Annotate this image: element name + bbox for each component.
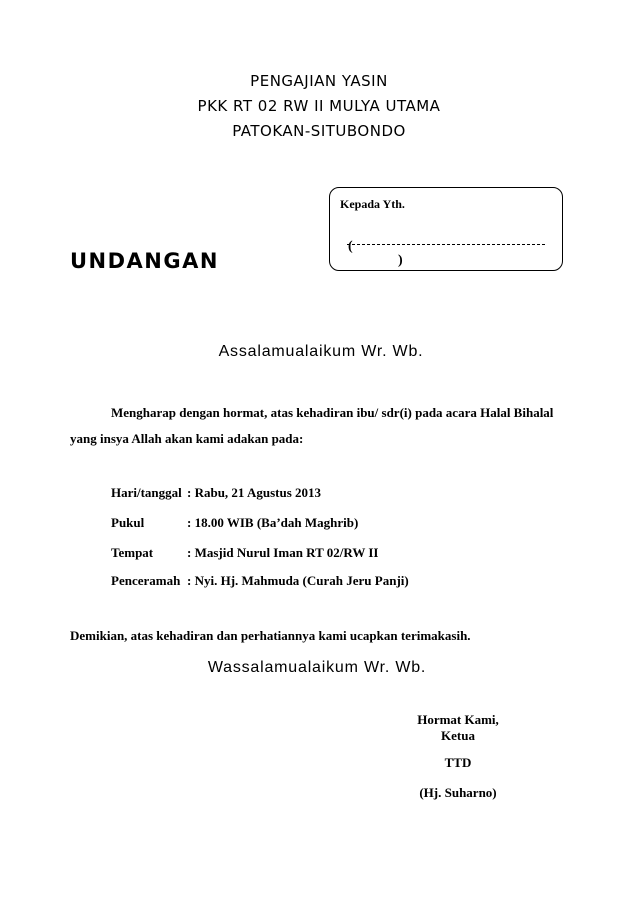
detail-row-place <box>111 545 378 561</box>
greeting-open: Assalamualaikum Wr. Wb. <box>218 343 424 360</box>
signature-line-3: TTD <box>444 755 472 770</box>
address-label: Kepada Yth. <box>340 197 405 211</box>
header-line-3: PATOKAN-SITUBONDO <box>232 122 406 140</box>
signature-line-2: Ketua <box>441 728 475 743</box>
signature-name: (Hj. Suharno) <box>419 785 497 800</box>
address-blank-line <box>347 244 545 245</box>
detail-value: : Nyi. Hj. Mahmuda (Curah Jeru Panji) <box>187 573 409 588</box>
detail-label: Tempat <box>111 545 154 560</box>
detail-row-speaker <box>111 573 409 589</box>
detail-label: Hari/tanggal <box>111 485 182 500</box>
header-line-2: PKK RT 02 RW II MULYA UTAMA <box>197 97 441 115</box>
detail-row-date <box>111 485 321 501</box>
detail-value: : Rabu, 21 Agustus 2013 <box>187 485 322 500</box>
greeting-close: Wassalamualaikum Wr. Wb. <box>207 659 427 676</box>
detail-value: : Masjid Nurul Iman RT 02/RW II <box>187 545 379 560</box>
detail-row-time <box>111 515 358 531</box>
intro-line-1: Mengharap dengan hormat, atas kehadiran ibu/ sdr(i) pada acara Halal Bihalal <box>111 405 554 420</box>
address-box <box>329 187 563 271</box>
document-title: UNDANGAN <box>70 249 219 273</box>
detail-label: Pukul <box>111 515 145 530</box>
signature-line-1: Hormat Kami, <box>417 712 499 727</box>
detail-value: : 18.00 WIB (Ba’dah Maghrib) <box>187 515 359 530</box>
closing-sentence: Demikian, atas kehadiran dan perhatiannya kami ucapkan terimakasih. <box>70 628 471 643</box>
detail-label: Penceramah <box>111 573 181 588</box>
header-line-1: PENGAJIAN YASIN <box>250 72 388 90</box>
address-paren-close: ) <box>398 253 403 268</box>
address-paren-open: ( <box>348 239 353 254</box>
intro-line-2: yang insya Allah akan kami adakan pada: <box>70 431 304 446</box>
